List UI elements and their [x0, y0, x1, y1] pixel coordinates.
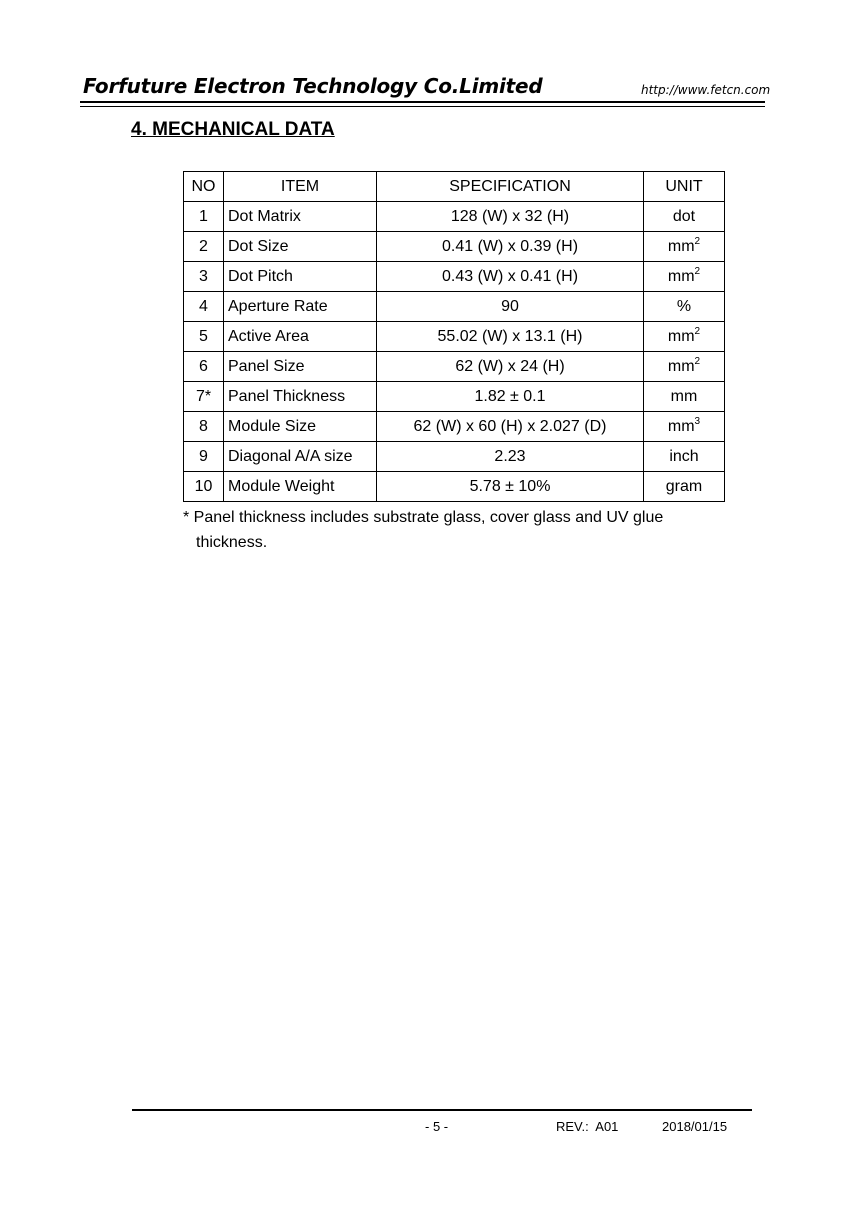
row-number: 1	[184, 202, 224, 232]
header-rule-thick	[80, 101, 765, 103]
row-number: 6	[184, 352, 224, 382]
row-specification: 62 (W) x 60 (H) x 2.027 (D)	[377, 412, 644, 442]
row-unit	[644, 412, 725, 442]
table-row	[184, 442, 725, 472]
row-number: 3	[184, 262, 224, 292]
row-unit-text: mm	[670, 387, 698, 405]
row-specification: 90	[377, 292, 644, 322]
header-rule-thin	[80, 106, 765, 107]
row-specification: 2.23	[377, 442, 644, 472]
row-item: Aperture Rate	[224, 292, 377, 322]
row-item: Dot Size	[224, 232, 377, 262]
row-specification: 55.02 (W) x 13.1 (H)	[377, 322, 644, 352]
company-name: Forfuture Electron Technology Co.Limited	[83, 74, 543, 98]
section-title: 4. MECHANICAL DATA	[131, 119, 335, 140]
table-row	[184, 472, 725, 502]
row-unit-text: mm	[667, 417, 695, 435]
row-number: 10	[184, 472, 224, 502]
row-number: 9	[184, 442, 224, 472]
row-unit-text: mm	[667, 357, 695, 375]
row-item: Panel Thickness	[224, 382, 377, 412]
table-row	[184, 352, 725, 382]
footnote	[183, 505, 743, 555]
table-header-row	[184, 172, 725, 202]
table-body	[184, 202, 725, 502]
row-item: Module Weight	[224, 472, 377, 502]
table-row	[184, 232, 725, 262]
row-specification: 0.41 (W) x 0.39 (H)	[377, 232, 644, 262]
row-unit-superscript: 2	[694, 265, 701, 277]
page-number: - 5 -	[425, 1119, 449, 1134]
company-url: http://www.fetcn.com	[641, 83, 771, 97]
row-unit-text: mm	[667, 327, 695, 345]
row-item: Module Size	[224, 412, 377, 442]
row-unit-superscript: 2	[694, 325, 701, 337]
row-item: Dot Pitch	[224, 262, 377, 292]
row-specification: 5.78 ± 10%	[377, 472, 644, 502]
table-row	[184, 202, 725, 232]
revision: REV.: A01	[556, 1119, 619, 1134]
table-row	[184, 382, 725, 412]
row-number: 2	[184, 232, 224, 262]
table-row	[184, 262, 725, 292]
row-unit	[644, 232, 725, 262]
row-number: 8	[184, 412, 224, 442]
row-number: 5	[184, 322, 224, 352]
row-unit	[644, 202, 725, 232]
row-number: 7*	[184, 382, 224, 412]
row-specification: 128 (W) x 32 (H)	[377, 202, 644, 232]
column-header-item: ITEM	[224, 172, 377, 202]
column-header-unit: UNIT	[644, 172, 725, 202]
row-unit-text: mm	[667, 267, 695, 285]
row-unit-superscript: 3	[694, 415, 701, 427]
row-item: Panel Size	[224, 352, 377, 382]
row-unit	[644, 292, 725, 322]
row-unit	[644, 352, 725, 382]
table-row	[184, 412, 725, 442]
footer-rule	[132, 1109, 752, 1111]
row-item: Active Area	[224, 322, 377, 352]
row-unit	[644, 442, 725, 472]
row-unit-text: inch	[669, 447, 699, 465]
row-specification: 0.43 (W) x 0.41 (H)	[377, 262, 644, 292]
row-unit	[644, 262, 725, 292]
row-unit-superscript: 2	[694, 235, 701, 247]
table-row	[184, 292, 725, 322]
row-unit-text: gram	[665, 477, 703, 495]
row-unit-text: dot	[672, 207, 696, 225]
row-specification: 1.82 ± 0.1	[377, 382, 644, 412]
column-header-specification: SPECIFICATION	[377, 172, 644, 202]
column-header-no: NO	[184, 172, 224, 202]
document-date: 2018/01/15	[662, 1119, 728, 1134]
row-unit	[644, 382, 725, 412]
row-number: 4	[184, 292, 224, 322]
row-item: Dot Matrix	[224, 202, 377, 232]
row-unit-text: %	[676, 297, 692, 315]
row-unit	[644, 472, 725, 502]
row-unit-text: mm	[667, 237, 695, 255]
row-specification: 62 (W) x 24 (H)	[377, 352, 644, 382]
row-item: Diagonal A/A size	[224, 442, 377, 472]
footnote-line-1: * Panel thickness includes substrate glass, cover glass and UV glue	[183, 509, 664, 526]
table-row	[184, 322, 725, 352]
row-unit	[644, 322, 725, 352]
footnote-line-2: thickness.	[196, 534, 268, 551]
mechanical-data-table	[183, 171, 725, 502]
row-unit-superscript: 2	[694, 355, 701, 367]
